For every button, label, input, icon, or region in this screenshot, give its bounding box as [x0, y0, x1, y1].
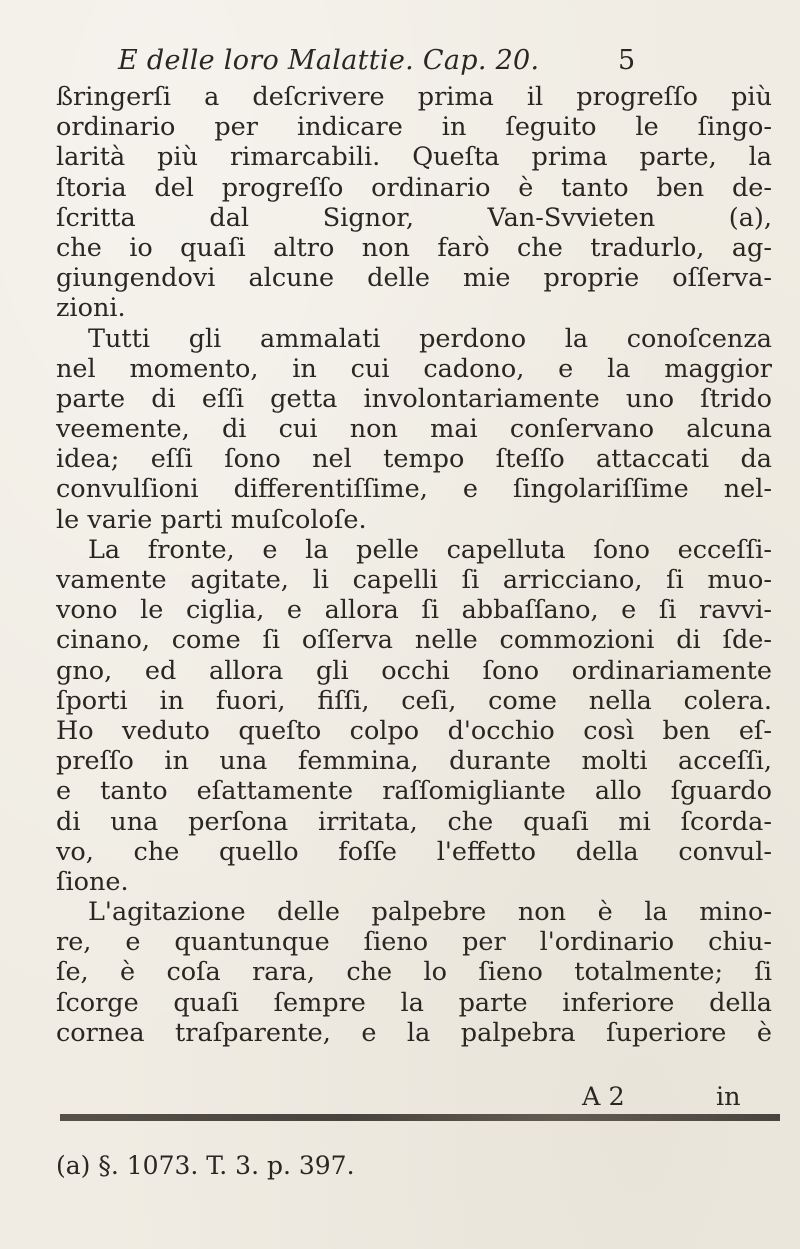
text-line: vono le ciglia, e allora ſi abbaſſano, e ſi ravvi-	[56, 595, 772, 626]
text-line: L'agitazione delle palpebre non è la mino-	[88, 897, 772, 928]
text-line: larità più rimarcabili. Queſta prima parte, la	[56, 142, 772, 173]
text-line: ordinario per indicare in ſeguito le ſingo-	[56, 112, 772, 143]
text-line: re, e quantunque ſieno per l'ordinario chiu-	[56, 927, 772, 958]
text-line: Tutti gli ammalati perdono la conoſcenza	[88, 323, 772, 354]
text-line: e tanto eſattamente raſſomigliante allo ſguardo	[56, 776, 772, 807]
text-line: che io quaſi altro non farò che tradurlo, ag-	[56, 232, 772, 263]
text-line: ſione.	[56, 866, 129, 897]
text-line: ſe, è coſa rara, che lo ſieno totalmente; ſi	[56, 957, 772, 988]
text-line: preſſo in una femmina, durante molti acceſſi,	[56, 746, 772, 777]
text-line: idea; eſſi ſono nel tempo ſteſſo attaccati da	[56, 444, 772, 475]
text-line: ßringerſi a deſcrivere prima il progreſſo più	[56, 82, 772, 112]
text-line: di una perſona irritata, che quaſi mi ſcorda-	[56, 806, 772, 837]
text-line: ſcritta dal Signor, Van-Svvieten (a),	[56, 202, 772, 233]
text-line: le varie parti muſcoloſe.	[56, 504, 367, 535]
text-line: La fronte, e la pelle capelluta ſono ecceſſi-	[88, 534, 772, 565]
text-line: veemente, di cui non mai conſervano alcuna	[56, 414, 772, 445]
printer-signature: A 2	[582, 1082, 625, 1112]
text-line: giungendovi alcune delle mie proprie oſſerva-	[56, 263, 772, 294]
running-header	[118, 40, 778, 82]
text-line: cinano, come ſi oſſerva nelle commozioni di ſde-	[56, 625, 772, 656]
text-line: ſcorge quaſi ſempre la parte inferiore della	[56, 987, 772, 1018]
footnote-divider-rule	[60, 1114, 780, 1121]
text-line: vamente agitate, li capelli ſi arricciano, ſi muo-	[56, 565, 772, 595]
text-line: cornea traſparente, e la palpebra ſuperiore è	[56, 1017, 772, 1048]
text-line: ſporti in fuori, fiſſi, ceſi, come nella colera.	[56, 685, 772, 716]
text-line: convulſioni differentiſſime, e ſingolariſſime nel-	[56, 474, 772, 505]
text-line: zioni.	[56, 293, 126, 324]
catchword: in	[716, 1082, 741, 1112]
signature-line	[56, 1082, 772, 1112]
page-number: 5	[618, 45, 636, 76]
text-line: Ho veduto queſto colpo d'occhio così ben eſ-	[56, 715, 772, 746]
running-title: E delle loro Malattie. Cap. 20.	[118, 45, 540, 76]
footnote: (a) §. 1073. T. 3. p. 397.	[56, 1151, 355, 1180]
text-line: ſtoria del progreſſo ordinario è tanto ben de-	[56, 172, 772, 203]
text-line: gno, ed allora gli occhi ſono ordinariamente	[56, 655, 772, 686]
text-line: nel momento, in cui cadono, e la maggior	[56, 353, 772, 384]
text-line: vo, che quello foſſe l'effetto della convul-	[56, 836, 772, 867]
text-line: parte di eſſi getta involontariamente uno ſtrido	[56, 383, 772, 414]
body-text	[56, 82, 772, 1048]
